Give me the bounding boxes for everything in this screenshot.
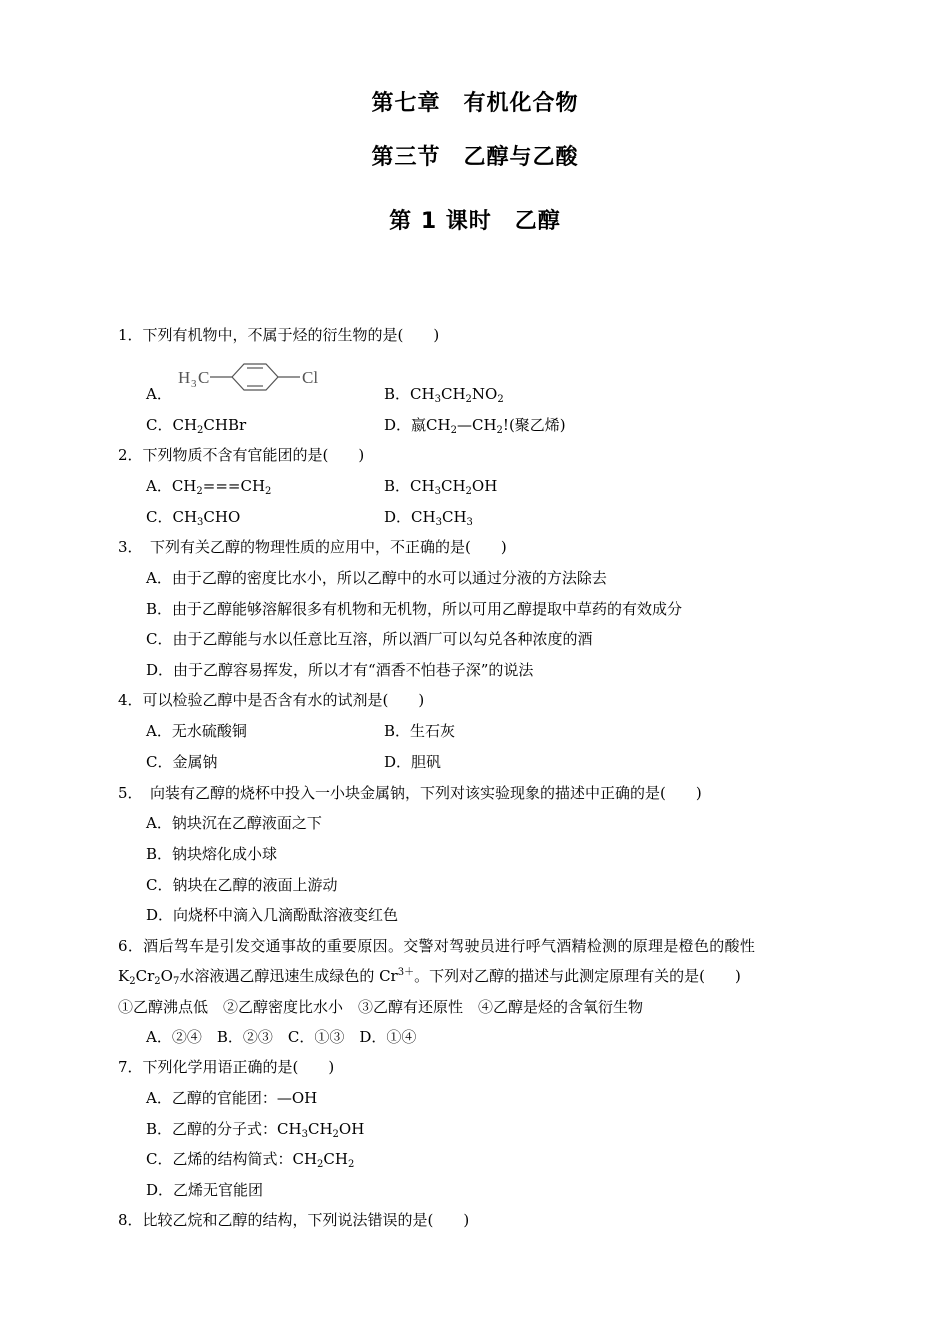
question-1-option-a-label: A． [146, 385, 172, 403]
question-6-items: ①乙醇沸点低 ②乙醇密度比水小 ③乙醇有还原性 ④乙醇是烃的含氧衍生物 [118, 998, 644, 1016]
struct-c: C [198, 368, 210, 387]
question-7-option-d: D．乙烯无官能团 [146, 1181, 264, 1199]
question-1-option-c: C．$CH_2CHBr$ [146, 416, 247, 436]
question-1-option-b: B．$CH_3CH_2NO_2$ [384, 385, 504, 405]
struct-h: H [178, 368, 191, 387]
question-4-stem: 4．可以检验乙醇中是否含有水的试剂是( ) [118, 691, 425, 709]
question-4-option-c: C．金属钠 [146, 753, 218, 771]
question-5-stem: 5． 向装有乙醇的烧杯中投入一小块金属钠，下列对该实验现象的描述中正确的是( ) [118, 784, 702, 802]
question-5-option-d: D．向烧杯中滴入几滴酚酞溶液变红色 [146, 906, 399, 924]
question-6-options: A．②④ B．②③ C．①③ D．①④ [146, 1028, 417, 1046]
question-3-option-a: A．由于乙醇的密度比水小，所以乙醇中的水可以通过分液的方法除去 [146, 569, 607, 587]
question-1-option-d: D．嬴$CH_2—CH_2$!(聚乙烯) [384, 416, 566, 436]
lesson-title: 第 1 课时 乙醇 [389, 209, 561, 234]
question-5-option-b: B．钠块熔化成小球 [146, 845, 278, 863]
question-2-option-b: B．$CH_3CH_2OH$ [384, 477, 498, 497]
question-2-option-a: A．$CH_2===CH_2$ [146, 477, 272, 497]
question-7-stem: 7．下列化学用语正确的是( ) [118, 1058, 335, 1076]
struct-h-sub: 3 [191, 378, 197, 390]
section-title: 第三节 乙醇与乙酸 [371, 145, 579, 170]
chlorotoluene-structure [176, 360, 336, 394]
question-3-option-c: C．由于乙醇能与水以任意比互溶，所以酒厂可以勾兑各种浓度的酒 [146, 630, 593, 648]
question-6-stem-line1: 6．酒后驾车是引发交通事故的重要原因。交警对驾驶员进行呼气酒精检测的原理是橙色的酸性 [118, 937, 756, 955]
question-2-option-d: D．$CH_3CH_3$ [384, 508, 473, 528]
question-8-stem: 8．比较乙烷和乙醇的结构，下列说法错误的是( ) [118, 1211, 470, 1229]
question-4-option-d: D．胆矾 [384, 753, 442, 771]
question-7-option-a: A．乙醇的官能团：—OH [146, 1089, 318, 1107]
question-7-option-c: C．乙烯的结构简式：$CH_2CH_2$ [146, 1150, 355, 1170]
question-5-option-c: C．钠块在乙醇的液面上游动 [146, 876, 338, 894]
chapter-title: 第七章 有机化合物 [371, 91, 579, 116]
question-2-option-c: C．$CH_3CHO$ [146, 508, 241, 528]
question-1-stem: 1．下列有机物中，不属于烃的衍生物的是( ) [118, 326, 440, 344]
question-5-option-a: A．钠块沉在乙醇液面之下 [146, 814, 322, 832]
question-3-option-b: B．由于乙醇能够溶解很多有机物和无机物，所以可用乙醇提取中草药的有效成分 [146, 600, 683, 618]
question-6-stem-line2: $K_2Cr_2O_7$水溶液遇乙醇迅速生成绿色的 $Cr^{3+}$。下列对乙醇的描述与此测定原理有关的是( ) [118, 967, 741, 987]
question-3-option-d: D．由于乙醇容易挥发，所以才有“酒香不怕巷子深”的说法 [146, 661, 534, 679]
question-7-option-b: B．乙醇的分子式：$CH_3CH_2OH$ [146, 1120, 365, 1140]
question-2-stem: 2．下列物质不含有官能团的是( ) [118, 446, 365, 464]
question-3-stem: 3． 下列有关乙醇的物理性质的应用中，不正确的是( ) [118, 538, 507, 556]
struct-cl: Cl [302, 368, 319, 387]
question-4-option-b: B．生石灰 [384, 722, 456, 740]
question-4-option-a: A．无水硫酸铜 [146, 722, 247, 740]
